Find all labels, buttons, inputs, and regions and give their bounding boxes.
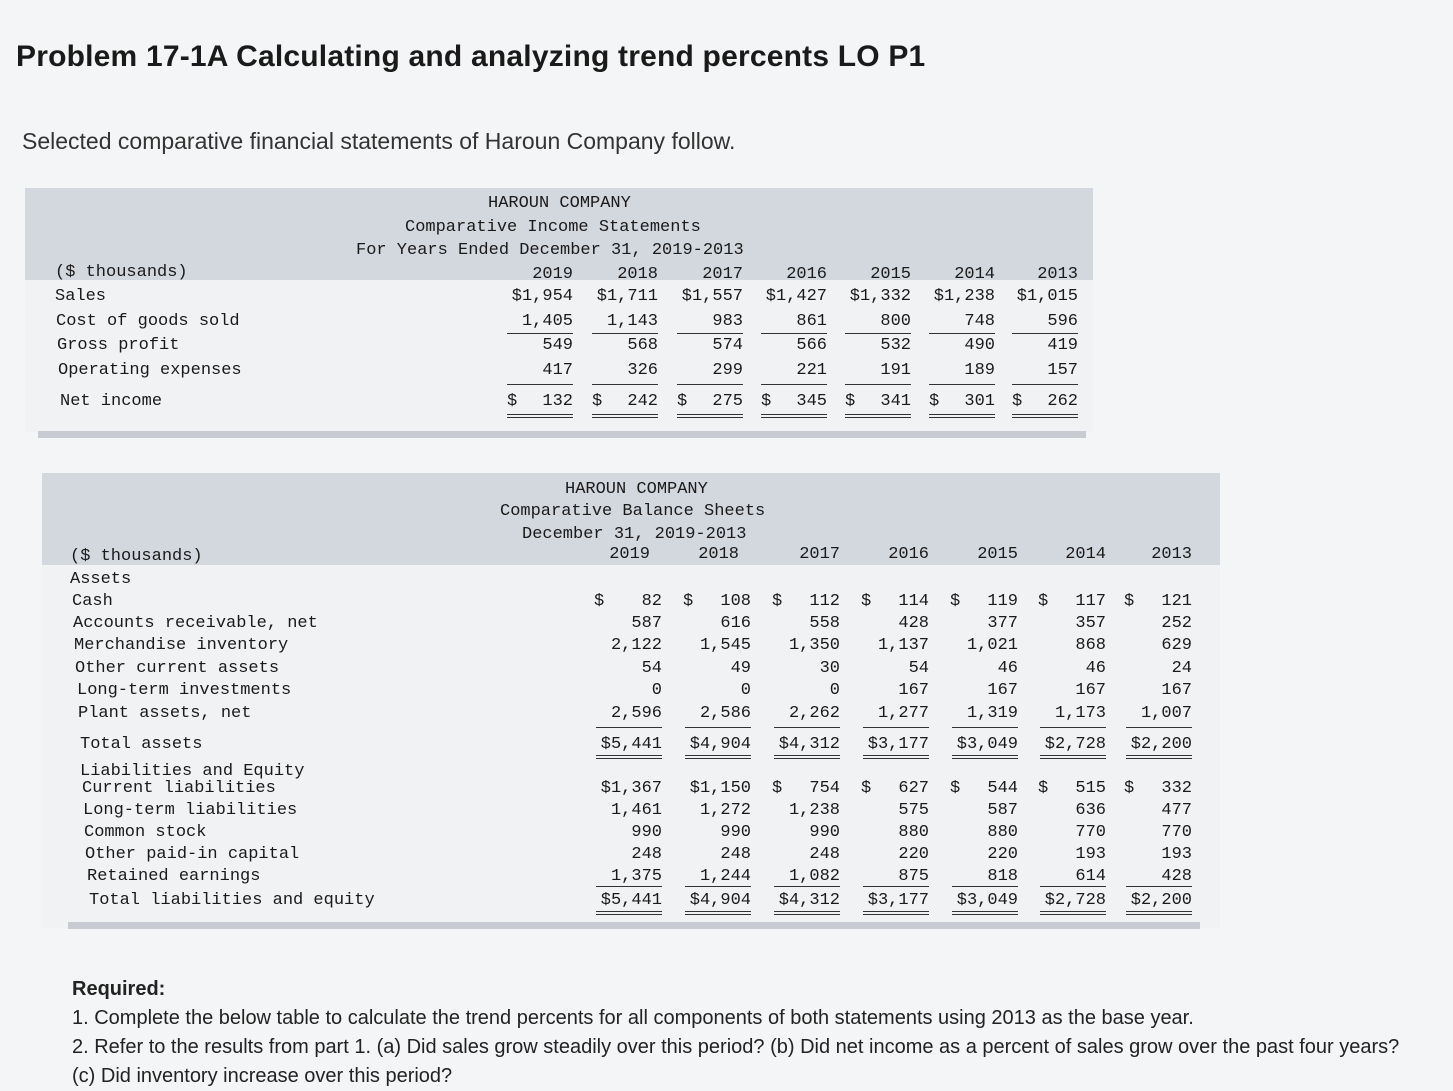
value-cell: 357 xyxy=(1075,614,1106,633)
underline xyxy=(863,886,929,887)
value-cell: 800 xyxy=(880,312,911,331)
underline xyxy=(507,384,573,385)
value-cell: 770 xyxy=(1075,823,1106,842)
value-cell: 377 xyxy=(987,614,1018,633)
year-header: 2014 xyxy=(1065,545,1106,564)
value-cell: 1,238 xyxy=(788,801,840,820)
dollar-sign: $ xyxy=(1012,392,1023,411)
value-cell: 248 xyxy=(631,845,662,864)
value-cell: 868 xyxy=(1075,636,1106,655)
underline xyxy=(845,384,911,385)
row-label: Cost of goods sold xyxy=(56,312,240,331)
value-cell: 574 xyxy=(712,336,743,355)
value-cell: 220 xyxy=(987,845,1018,864)
value-cell: 117 xyxy=(1075,592,1106,611)
row-label: Other current assets xyxy=(75,659,280,678)
underline xyxy=(929,384,995,385)
year-header: 2013 xyxy=(1037,265,1078,284)
dollar-sign: $ xyxy=(592,392,603,411)
underline xyxy=(592,333,658,334)
income-units: ($ thousands) xyxy=(55,263,188,282)
balance-units: ($ thousands) xyxy=(70,547,203,566)
underline xyxy=(845,333,911,334)
row-label: Merchandise inventory xyxy=(74,636,289,655)
value-cell: 82 xyxy=(641,592,662,611)
dollar-sign: $ xyxy=(845,392,856,411)
value-cell: $1,711 xyxy=(596,287,658,306)
row-label: Common stock xyxy=(84,823,207,842)
row-label: Retained earnings xyxy=(87,867,261,886)
year-header: 2014 xyxy=(954,265,995,284)
value-cell: 1,545 xyxy=(699,636,751,655)
double-underline xyxy=(677,414,743,418)
underline xyxy=(596,886,662,887)
income-statement-title: Comparative Income Statements xyxy=(405,218,701,237)
row-label: Net income xyxy=(60,392,163,411)
dollar-sign: $ xyxy=(950,592,961,611)
dollar-sign: $ xyxy=(594,592,605,611)
underline xyxy=(592,384,658,385)
year-header: 2018 xyxy=(617,265,658,284)
value-cell: $1,557 xyxy=(681,287,743,306)
value-cell: $4,904 xyxy=(689,735,751,754)
double-underline xyxy=(845,414,911,418)
value-cell: 596 xyxy=(1047,312,1078,331)
value-cell: 108 xyxy=(720,592,751,611)
value-cell: 544 xyxy=(987,779,1018,798)
balance-company-name: HAROUN COMPANY xyxy=(565,480,708,499)
underline xyxy=(596,727,662,728)
liabilities-equity-heading: Liabilities and Equity xyxy=(80,762,305,781)
value-cell: 167 xyxy=(898,681,929,700)
value-cell: 428 xyxy=(898,614,929,633)
value-cell: $1,238 xyxy=(933,287,995,306)
dollar-sign: $ xyxy=(929,392,940,411)
row-label: Long-term liabilities xyxy=(83,801,298,820)
dollar-sign: $ xyxy=(1124,592,1135,611)
dollar-sign: $ xyxy=(677,392,688,411)
underline xyxy=(929,333,995,334)
year-header: 2016 xyxy=(888,545,929,564)
required-section xyxy=(72,975,1412,1091)
year-header: 2015 xyxy=(977,545,1018,564)
value-cell: 2,262 xyxy=(788,704,840,723)
value-cell: 1,082 xyxy=(788,867,840,886)
value-cell: 252 xyxy=(1161,614,1192,633)
value-cell: $1,954 xyxy=(511,287,573,306)
value-cell: 1,405 xyxy=(521,312,573,331)
required-item-1: 1. Complete the below table to calculate the trend percents for all components of both statements using 2013 as the base year. xyxy=(72,1007,1194,1029)
value-cell: $4,312 xyxy=(778,891,840,910)
value-cell: 46 xyxy=(997,659,1018,678)
double-underline xyxy=(596,911,662,915)
underline xyxy=(1012,333,1078,334)
value-cell: 1,461 xyxy=(610,801,662,820)
double-underline xyxy=(952,755,1018,759)
value-cell: 990 xyxy=(809,823,840,842)
underline xyxy=(1126,727,1192,728)
value-cell: $2,200 xyxy=(1130,891,1192,910)
value-cell: 1,375 xyxy=(610,867,662,886)
underline xyxy=(952,727,1018,728)
underline xyxy=(761,384,827,385)
value-cell: $3,049 xyxy=(956,891,1018,910)
value-cell: $2,728 xyxy=(1044,891,1106,910)
divider xyxy=(68,922,1200,929)
double-underline xyxy=(1040,911,1106,915)
value-cell: 24 xyxy=(1171,659,1192,678)
dollar-sign: $ xyxy=(950,779,961,798)
value-cell: 2,596 xyxy=(610,704,662,723)
year-header: 2019 xyxy=(532,265,573,284)
value-cell: 301 xyxy=(964,392,995,411)
dollar-sign: $ xyxy=(772,779,783,798)
value-cell: 119 xyxy=(987,592,1018,611)
value-cell: $1,367 xyxy=(600,779,662,798)
value-cell: 1,143 xyxy=(606,312,658,331)
required-item-2: 2. Refer to the results from part 1. (a) Did sales grow steadily over this period? (b) Did net income as a percent of sales grow over the past four years? (c) Did inventory increase over this period? xyxy=(72,1036,1400,1087)
value-cell: 49 xyxy=(730,659,751,678)
value-cell: 770 xyxy=(1161,823,1192,842)
underline xyxy=(774,886,840,887)
dollar-sign: $ xyxy=(507,392,518,411)
value-cell: 248 xyxy=(809,845,840,864)
value-cell: 46 xyxy=(1085,659,1106,678)
underline xyxy=(677,333,743,334)
value-cell: 299 xyxy=(712,361,743,380)
value-cell: 990 xyxy=(720,823,751,842)
double-underline xyxy=(774,911,840,915)
value-cell: 2,586 xyxy=(699,704,751,723)
value-cell: 616 xyxy=(720,614,751,633)
value-cell: 575 xyxy=(898,801,929,820)
value-cell: 1,272 xyxy=(699,801,751,820)
double-underline xyxy=(929,414,995,418)
value-cell: 30 xyxy=(819,659,840,678)
value-cell: $3,049 xyxy=(956,735,1018,754)
value-cell: 0 xyxy=(740,681,751,700)
dollar-sign: $ xyxy=(861,592,872,611)
double-underline xyxy=(1126,911,1192,915)
value-cell: $4,312 xyxy=(778,735,840,754)
value-cell: 636 xyxy=(1075,801,1106,820)
double-underline xyxy=(761,414,827,418)
underline xyxy=(685,727,751,728)
row-label: Other paid-in capital xyxy=(85,845,300,864)
value-cell: 221 xyxy=(796,361,827,380)
underline xyxy=(863,727,929,728)
value-cell: $1,427 xyxy=(765,287,827,306)
row-label: Sales xyxy=(55,287,107,306)
value-cell: 132 xyxy=(542,392,573,411)
year-header: 2019 xyxy=(609,545,650,564)
value-cell: 587 xyxy=(987,801,1018,820)
double-underline xyxy=(507,414,573,418)
year-header: 2015 xyxy=(870,265,911,284)
value-cell: 0 xyxy=(829,681,840,700)
required-heading: Required: xyxy=(72,978,166,1000)
value-cell: 121 xyxy=(1161,592,1192,611)
intro-text: Selected comparative financial statements of Haroun Company follow. xyxy=(22,128,736,154)
underline xyxy=(507,333,573,334)
value-cell: 748 xyxy=(964,312,995,331)
value-cell: 189 xyxy=(964,361,995,380)
value-cell: $2,200 xyxy=(1130,735,1192,754)
value-cell: 345 xyxy=(796,392,827,411)
value-cell: 428 xyxy=(1161,867,1192,886)
value-cell: $5,441 xyxy=(600,891,662,910)
underline xyxy=(1012,384,1078,385)
value-cell: 1,350 xyxy=(788,636,840,655)
value-cell: 220 xyxy=(898,845,929,864)
value-cell: 629 xyxy=(1161,636,1192,655)
value-cell: 193 xyxy=(1161,845,1192,864)
value-cell: 262 xyxy=(1047,392,1078,411)
row-label: Operating expenses xyxy=(58,361,242,380)
underline xyxy=(1040,886,1106,887)
value-cell: 0 xyxy=(651,681,662,700)
value-cell: 875 xyxy=(898,867,929,886)
double-underline xyxy=(863,755,929,759)
underline xyxy=(761,333,827,334)
value-cell: 990 xyxy=(631,823,662,842)
double-underline xyxy=(1012,414,1078,418)
value-cell: 242 xyxy=(627,392,658,411)
value-cell: 880 xyxy=(987,823,1018,842)
row-label: Long-term investments xyxy=(77,681,292,700)
value-cell: $5,441 xyxy=(600,735,662,754)
row-label: Plant assets, net xyxy=(78,704,252,723)
value-cell: 341 xyxy=(880,392,911,411)
balance-statement-title: Comparative Balance Sheets xyxy=(500,502,766,521)
value-cell: 587 xyxy=(631,614,662,633)
value-cell: 490 xyxy=(964,336,995,355)
value-cell: 614 xyxy=(1075,867,1106,886)
value-cell: 112 xyxy=(809,592,840,611)
row-label: Total liabilities and equity xyxy=(89,891,375,910)
double-underline xyxy=(685,911,751,915)
double-underline xyxy=(774,755,840,759)
value-cell: $1,150 xyxy=(689,779,751,798)
assets-heading: Assets xyxy=(70,570,132,589)
row-label: Current liabilities xyxy=(82,779,276,798)
income-company-name: HAROUN COMPANY xyxy=(488,194,631,213)
double-underline xyxy=(685,755,751,759)
value-cell: 275 xyxy=(712,392,743,411)
value-cell: 167 xyxy=(987,681,1018,700)
problem-title: Problem 17-1A Calculating and analyzing trend percents LO P1 xyxy=(16,40,926,73)
double-underline xyxy=(1126,755,1192,759)
dollar-sign: $ xyxy=(861,779,872,798)
value-cell: 568 xyxy=(627,336,658,355)
dollar-sign: $ xyxy=(761,392,772,411)
value-cell: 1,137 xyxy=(877,636,929,655)
value-cell: 332 xyxy=(1161,779,1192,798)
double-underline xyxy=(952,911,1018,915)
value-cell: 532 xyxy=(880,336,911,355)
value-cell: 191 xyxy=(880,361,911,380)
double-underline xyxy=(592,414,658,418)
value-cell: $3,177 xyxy=(867,735,929,754)
value-cell: 1,319 xyxy=(966,704,1018,723)
value-cell: 1,244 xyxy=(699,867,751,886)
value-cell: 1,173 xyxy=(1054,704,1106,723)
dollar-sign: $ xyxy=(1038,779,1049,798)
value-cell: 167 xyxy=(1161,681,1192,700)
value-cell: 818 xyxy=(987,867,1018,886)
underline xyxy=(685,886,751,887)
year-header: 2017 xyxy=(799,545,840,564)
value-cell: 193 xyxy=(1075,845,1106,864)
income-statement-panel xyxy=(25,188,1093,432)
value-cell: 114 xyxy=(898,592,929,611)
balance-sheet-panel xyxy=(42,473,1220,928)
income-period: For Years Ended December 31, 2019-2013 xyxy=(356,241,744,260)
row-label: Cash xyxy=(72,592,113,611)
value-cell: 549 xyxy=(542,336,573,355)
value-cell: 248 xyxy=(720,845,751,864)
value-cell: 167 xyxy=(1075,681,1106,700)
value-cell: 417 xyxy=(542,361,573,380)
double-underline xyxy=(863,911,929,915)
row-label: Accounts receivable, net xyxy=(73,614,318,633)
divider xyxy=(38,431,1086,438)
value-cell: 1,277 xyxy=(877,704,929,723)
underline xyxy=(1126,886,1192,887)
double-underline xyxy=(1040,755,1106,759)
value-cell: 419 xyxy=(1047,336,1078,355)
dollar-sign: $ xyxy=(683,592,694,611)
value-cell: 861 xyxy=(796,312,827,331)
year-header: 2013 xyxy=(1151,545,1192,564)
value-cell: 566 xyxy=(796,336,827,355)
underline xyxy=(774,727,840,728)
value-cell: 326 xyxy=(627,361,658,380)
balance-period: December 31, 2019-2013 xyxy=(522,525,747,544)
value-cell: 880 xyxy=(898,823,929,842)
value-cell: 983 xyxy=(712,312,743,331)
value-cell: 1,021 xyxy=(966,636,1018,655)
value-cell: $1,332 xyxy=(849,287,911,306)
year-header: 2016 xyxy=(786,265,827,284)
dollar-sign: $ xyxy=(1124,779,1135,798)
value-cell: $2,728 xyxy=(1044,735,1106,754)
value-cell: $1,015 xyxy=(1016,287,1078,306)
value-cell: 627 xyxy=(898,779,929,798)
double-underline xyxy=(596,755,662,759)
underline xyxy=(952,886,1018,887)
underline xyxy=(677,384,743,385)
underline xyxy=(1040,727,1106,728)
value-cell: $4,904 xyxy=(689,891,751,910)
value-cell: $3,177 xyxy=(867,891,929,910)
year-header: 2018 xyxy=(698,545,739,564)
dollar-sign: $ xyxy=(1038,592,1049,611)
value-cell: 515 xyxy=(1075,779,1106,798)
value-cell: 54 xyxy=(908,659,929,678)
row-label: Gross profit xyxy=(57,336,180,355)
value-cell: 754 xyxy=(809,779,840,798)
dollar-sign: $ xyxy=(772,592,783,611)
value-cell: 54 xyxy=(641,659,662,678)
row-label: Total assets xyxy=(80,735,203,754)
value-cell: 2,122 xyxy=(610,636,662,655)
value-cell: 558 xyxy=(809,614,840,633)
value-cell: 477 xyxy=(1161,801,1192,820)
value-cell: 157 xyxy=(1047,361,1078,380)
year-header: 2017 xyxy=(702,265,743,284)
value-cell: 1,007 xyxy=(1140,704,1192,723)
